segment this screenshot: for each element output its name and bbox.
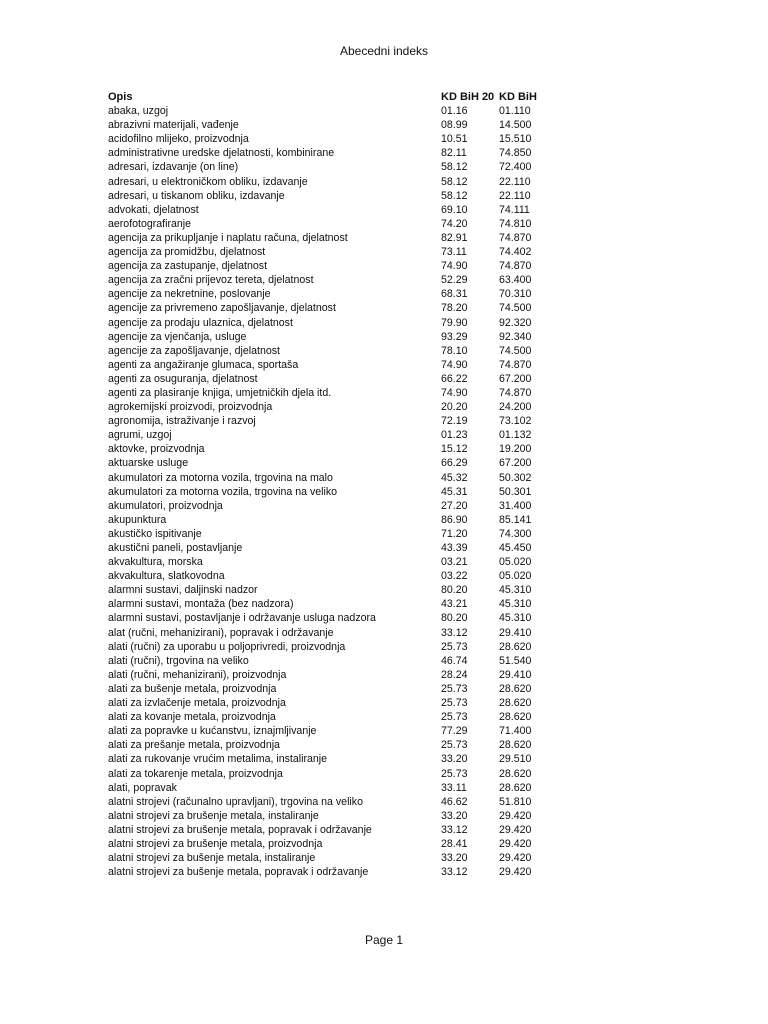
table-row: [108, 104, 548, 118]
kd-bih-cell: 29.420: [499, 852, 532, 865]
kd-bih-cell: 85.141: [499, 513, 532, 526]
kd-bih-2010-cell: 33.12: [441, 823, 468, 836]
description-cell: akustičko ispitivanje: [108, 527, 202, 540]
kd-bih-2010-cell: 25.73: [441, 697, 468, 710]
description-cell: alarmni sustavi, daljinski nadzor: [108, 584, 258, 597]
table-row: [108, 231, 548, 245]
table-row: [108, 259, 548, 273]
description-cell: alati za izvlačenje metala, proizvodnja: [108, 697, 286, 710]
table-row: [108, 738, 548, 752]
description-cell: adresari, u elektroničkom obliku, izdavanje: [108, 175, 308, 188]
kd-bih-2010-cell: 28.24: [441, 668, 468, 681]
kd-bih-cell: 50.301: [499, 485, 532, 498]
kd-bih-cell: 71.400: [499, 725, 532, 738]
kd-bih-2010-cell: 74.90: [441, 358, 468, 371]
description-cell: akumulatori za motorna vozila, trgovina na veliko: [108, 485, 338, 498]
kd-bih-2010-cell: 46.74: [441, 654, 468, 667]
description-cell: alati za bušenje metala, proizvodnja: [108, 682, 277, 695]
description-cell: aktuarske usluge: [108, 457, 189, 470]
description-cell: akustični paneli, postavljanje: [108, 542, 243, 554]
description-cell: agencije za prodaju ulaznica, djelatnost: [108, 316, 293, 329]
table-row: [108, 597, 548, 611]
kd-bih-cell: 01.132: [499, 429, 532, 442]
table-row: [108, 527, 548, 541]
kd-bih-cell: 67.200: [499, 372, 532, 385]
table-row: [108, 795, 548, 809]
kd-bih-cell: 74.870: [499, 386, 532, 399]
table-row: [108, 189, 548, 203]
kd-bih-cell: 29.410: [499, 626, 532, 639]
table-row: [108, 626, 548, 640]
table-row: [108, 654, 548, 668]
kd-bih-cell: 45.450: [499, 542, 532, 554]
header-opis: Opis: [108, 91, 133, 103]
kd-bih-2010-cell: 20.20: [441, 401, 468, 414]
description-cell: aerofotografiranje: [108, 217, 192, 230]
table-row: [108, 682, 548, 696]
kd-bih-cell: 74.500: [499, 344, 532, 357]
kd-bih-2010-cell: 78.20: [441, 302, 468, 315]
index-table: [108, 90, 548, 879]
kd-bih-2010-cell: 58.12: [441, 161, 468, 174]
kd-bih-2010-cell: 80.20: [441, 584, 468, 597]
table-row: [108, 428, 548, 442]
table-row: [108, 442, 548, 456]
kd-bih-2010-cell: 03.21: [441, 556, 468, 569]
kd-bih-cell: 29.410: [499, 668, 532, 681]
description-cell: alatni strojevi za bušenje metala, instaliranje: [108, 852, 316, 865]
table-row: [108, 414, 548, 428]
kd-bih-cell: 28.620: [499, 682, 532, 695]
table-row: [108, 175, 548, 189]
kd-bih-cell: 15.510: [499, 133, 532, 146]
kd-bih-cell: 45.310: [499, 612, 532, 625]
kd-bih-2010-cell: 45.32: [441, 471, 468, 484]
description-cell: alati (ručni), trgovina na veliko: [108, 654, 249, 667]
kd-bih-2010-cell: 43.39: [441, 542, 468, 554]
kd-bih-2010-cell: 33.20: [441, 753, 468, 766]
description-cell: alati (ručni) za uporabu u poljoprivredi, proizvodnja: [108, 640, 346, 653]
table-row: [108, 485, 548, 499]
kd-bih-2010-cell: 01.16: [441, 105, 468, 118]
kd-bih-cell: 92.320: [499, 316, 532, 329]
table-row: [108, 696, 548, 710]
description-cell: agenti za plasiranje knjiga, umjetničkih djela itd.: [108, 386, 332, 399]
kd-bih-2010-cell: 69.10: [441, 203, 468, 216]
kd-bih-2010-cell: 46.62: [441, 795, 468, 808]
table-row: [108, 752, 548, 766]
header-kd-bih: KD BiH: [499, 91, 537, 103]
table-row: [108, 160, 548, 174]
table-row: [108, 146, 548, 160]
kd-bih-cell: 05.020: [499, 556, 532, 569]
header-kd-bih-2010: KD BiH 20: [441, 91, 495, 103]
table-row: [108, 358, 548, 372]
table-row: [108, 217, 548, 231]
kd-bih-2010-cell: 79.90: [441, 316, 468, 329]
description-cell: abrazivni materijali, vađenje: [108, 119, 239, 132]
table-row: [108, 851, 548, 865]
kd-bih-cell: 29.510: [499, 753, 532, 766]
description-cell: alarmni sustavi, montaža (bez nadzora): [108, 598, 294, 611]
description-cell: alati, popravak: [108, 781, 177, 794]
kd-bih-2010-cell: 58.12: [441, 189, 468, 202]
table-row: [108, 724, 548, 738]
table-row: [108, 583, 548, 597]
kd-bih-cell: 05.020: [499, 570, 532, 583]
kd-bih-2010-cell: 66.29: [441, 457, 468, 470]
description-cell: administrativne uredske djelatnosti, kombinirane: [108, 147, 335, 160]
kd-bih-cell: 74.870: [499, 260, 532, 273]
kd-bih-2010-cell: 74.90: [441, 260, 468, 273]
table-row: [108, 569, 548, 583]
description-cell: adresari, izdavanje (on line): [108, 161, 239, 174]
description-cell: agencija za prikupljanje i naplatu računa, djelatnost: [108, 231, 348, 244]
description-cell: alat (ručni, mehanizirani), popravak i održavanje: [108, 626, 334, 639]
description-cell: alatni strojevi za brušenje metala, proizvodnja: [108, 837, 323, 850]
kd-bih-2010-cell: 01.23: [441, 429, 468, 442]
kd-bih-2010-cell: 15.12: [441, 443, 468, 456]
table-row: [108, 823, 548, 837]
description-cell: alati (ručni, mehanizirani), proizvodnja: [108, 668, 287, 681]
table-row: [108, 541, 548, 555]
kd-bih-cell: 14.500: [499, 119, 532, 132]
kd-bih-cell: 28.620: [499, 640, 532, 653]
description-cell: acidofilno mlijeko, proizvodnja: [108, 133, 249, 146]
table-row: [108, 400, 548, 414]
table-row: [108, 301, 548, 315]
description-cell: agencija za zračni prijevoz tereta, djelatnost: [108, 274, 314, 287]
kd-bih-2010-cell: 73.11: [441, 246, 467, 259]
table-row: [108, 781, 548, 795]
kd-bih-2010-cell: 25.73: [441, 767, 468, 780]
table-body: [108, 104, 548, 879]
description-cell: agencija za promidžbu, djelatnost: [108, 246, 266, 259]
kd-bih-2010-cell: 28.41: [441, 837, 468, 850]
table-row: [108, 273, 548, 287]
description-cell: alati za rukovanje vrućim metalima, instaliranje: [108, 753, 328, 766]
table-row: [108, 372, 548, 386]
header-row: [108, 90, 548, 104]
table-row: [108, 245, 548, 259]
description-cell: agrumi, uzgoj: [108, 429, 172, 442]
kd-bih-2010-cell: 25.73: [441, 711, 468, 724]
kd-bih-cell: 73.102: [499, 415, 532, 428]
kd-bih-2010-cell: 10.51: [441, 133, 468, 146]
kd-bih-cell: 74.500: [499, 302, 532, 315]
kd-bih-2010-cell: 74.90: [441, 386, 468, 399]
table-row: [108, 809, 548, 823]
description-cell: alati za popravke u kućanstvu, iznajmljivanje: [108, 725, 317, 738]
table-row: [108, 555, 548, 569]
kd-bih-cell: 28.620: [499, 767, 532, 780]
description-cell: agencije za zapošljavanje, djelatnost: [108, 344, 280, 357]
table-row: [108, 316, 548, 330]
description-cell: alati za tokarenje metala, proizvodnja: [108, 767, 283, 780]
kd-bih-2010-cell: 72.19: [441, 415, 468, 428]
kd-bih-cell: 19.200: [499, 443, 532, 456]
table-row: [108, 203, 548, 217]
kd-bih-2010-cell: 93.29: [441, 330, 468, 343]
kd-bih-2010-cell: 33.20: [441, 809, 468, 822]
kd-bih-cell: 28.620: [499, 739, 532, 752]
table-row: [108, 499, 548, 513]
kd-bih-cell: 29.420: [499, 809, 532, 822]
kd-bih-2010-cell: 82.11: [441, 147, 467, 160]
kd-bih-2010-cell: 43.21: [441, 598, 468, 611]
table-row: [108, 710, 548, 724]
kd-bih-2010-cell: 71.20: [441, 527, 468, 540]
kd-bih-2010-cell: 33.11: [441, 781, 467, 794]
kd-bih-cell: 51.540: [499, 654, 532, 667]
kd-bih-cell: 22.110: [499, 175, 531, 188]
description-cell: agencije za privremeno zapošljavanje, djelatnost: [108, 302, 336, 315]
kd-bih-cell: 74.810: [499, 217, 532, 230]
kd-bih-cell: 92.340: [499, 330, 532, 343]
kd-bih-2010-cell: 25.73: [441, 739, 468, 752]
table-row: [108, 640, 548, 654]
kd-bih-cell: 70.310: [499, 288, 532, 301]
table-row: [108, 611, 548, 625]
page-title: Abecedni indeks: [339, 44, 429, 58]
kd-bih-cell: 28.620: [499, 697, 532, 710]
description-cell: alatni strojevi za brušenje metala, popravak i održavanje: [108, 823, 372, 836]
table-row: [108, 767, 548, 781]
table-row: [108, 865, 548, 879]
description-cell: alatni strojevi za bušenje metala, popravak i održavanje: [108, 866, 369, 879]
kd-bih-2010-cell: 77.29: [441, 725, 468, 738]
kd-bih-cell: 72.400: [499, 161, 532, 174]
description-cell: alatni strojevi za brušenje metala, instaliranje: [108, 809, 319, 822]
description-cell: alati za prešanje metala, proizvodnja: [108, 739, 280, 752]
kd-bih-cell: 74.870: [499, 231, 532, 244]
kd-bih-2010-cell: 80.20: [441, 612, 468, 625]
description-cell: akumulatori, proizvodnja: [108, 499, 223, 512]
kd-bih-cell: 74.300: [499, 527, 532, 540]
description-cell: akumulatori za motorna vozila, trgovina na malo: [108, 471, 333, 484]
table-row: [108, 513, 548, 527]
kd-bih-cell: 31.400: [499, 499, 532, 512]
description-cell: agencija za zastupanje, djelatnost: [108, 260, 268, 273]
description-cell: alarmni sustavi, postavljanje i održavanje usluga nadzora: [108, 612, 376, 625]
kd-bih-cell: 51.810: [499, 795, 532, 808]
table-row: [108, 837, 548, 851]
table-row: [108, 287, 548, 301]
kd-bih-2010-cell: 27.20: [441, 499, 468, 512]
description-cell: akvakultura, slatkovodna: [108, 570, 225, 583]
kd-bih-cell: 67.200: [499, 457, 532, 470]
description-cell: aktovke, proizvodnja: [108, 443, 205, 456]
page-number: Page 1: [364, 933, 404, 947]
kd-bih-2010-cell: 82.91: [441, 231, 468, 244]
table-row: [108, 471, 548, 485]
kd-bih-2010-cell: 66.22: [441, 372, 468, 385]
kd-bih-2010-cell: 33.12: [441, 626, 468, 639]
table-row: [108, 118, 548, 132]
description-cell: agronomija, istraživanje i razvoj: [108, 415, 256, 428]
table-row: [108, 330, 548, 344]
table-row: [108, 132, 548, 146]
table-row: [108, 668, 548, 682]
kd-bih-cell: 01.110: [499, 105, 531, 118]
kd-bih-cell: 50.302: [499, 471, 532, 484]
kd-bih-cell: 74.402: [499, 246, 532, 259]
kd-bih-cell: 74.111: [499, 203, 530, 216]
kd-bih-cell: 45.310: [499, 598, 532, 611]
kd-bih-cell: 63.400: [499, 274, 532, 287]
kd-bih-cell: 74.870: [499, 358, 532, 371]
description-cell: agenti za osuguranja, djelatnost: [108, 372, 258, 385]
description-cell: agenti za angažiranje glumaca, sportaša: [108, 358, 299, 371]
kd-bih-cell: 29.420: [499, 823, 532, 836]
kd-bih-2010-cell: 08.99: [441, 119, 468, 132]
kd-bih-cell: 29.420: [499, 837, 532, 850]
table-row: [108, 456, 548, 470]
description-cell: akvakultura, morska: [108, 556, 203, 569]
kd-bih-2010-cell: 68.31: [441, 288, 468, 301]
description-cell: adresari, u tiskanom obliku, izdavanje: [108, 189, 285, 202]
description-cell: agrokemijski proizvodi, proizvodnja: [108, 401, 273, 414]
kd-bih-2010-cell: 58.12: [441, 175, 468, 188]
kd-bih-2010-cell: 33.20: [441, 852, 468, 865]
kd-bih-cell: 22.110: [499, 189, 531, 202]
kd-bih-2010-cell: 03.22: [441, 570, 468, 583]
description-cell: abaka, uzgoj: [108, 105, 169, 118]
kd-bih-cell: 45.310: [499, 584, 532, 597]
kd-bih-2010-cell: 86.90: [441, 513, 468, 526]
description-cell: agencije za nekretnine, poslovanje: [108, 288, 271, 301]
description-cell: akupunktura: [108, 513, 167, 526]
kd-bih-2010-cell: 45.31: [441, 485, 468, 498]
description-cell: alatni strojevi (računalno upravljani), trgovina na veliko: [108, 795, 363, 808]
kd-bih-2010-cell: 25.73: [441, 640, 468, 653]
kd-bih-2010-cell: 74.20: [441, 217, 468, 230]
kd-bih-cell: 29.420: [499, 866, 532, 879]
kd-bih-2010-cell: 52.29: [441, 274, 468, 287]
description-cell: alati za kovanje metala, proizvodnja: [108, 711, 276, 724]
kd-bih-cell: 28.620: [499, 711, 532, 724]
table-row: [108, 344, 548, 358]
kd-bih-2010-cell: 78.10: [441, 344, 468, 357]
kd-bih-cell: 74.850: [499, 147, 532, 160]
kd-bih-cell: 24.200: [499, 401, 532, 414]
description-cell: advokati, djelatnost: [108, 203, 199, 216]
description-cell: agencije za vjenčanja, usluge: [108, 330, 247, 343]
kd-bih-2010-cell: 25.73: [441, 682, 468, 695]
kd-bih-2010-cell: 33.12: [441, 866, 468, 879]
table-row: [108, 386, 548, 400]
kd-bih-cell: 28.620: [499, 781, 532, 794]
